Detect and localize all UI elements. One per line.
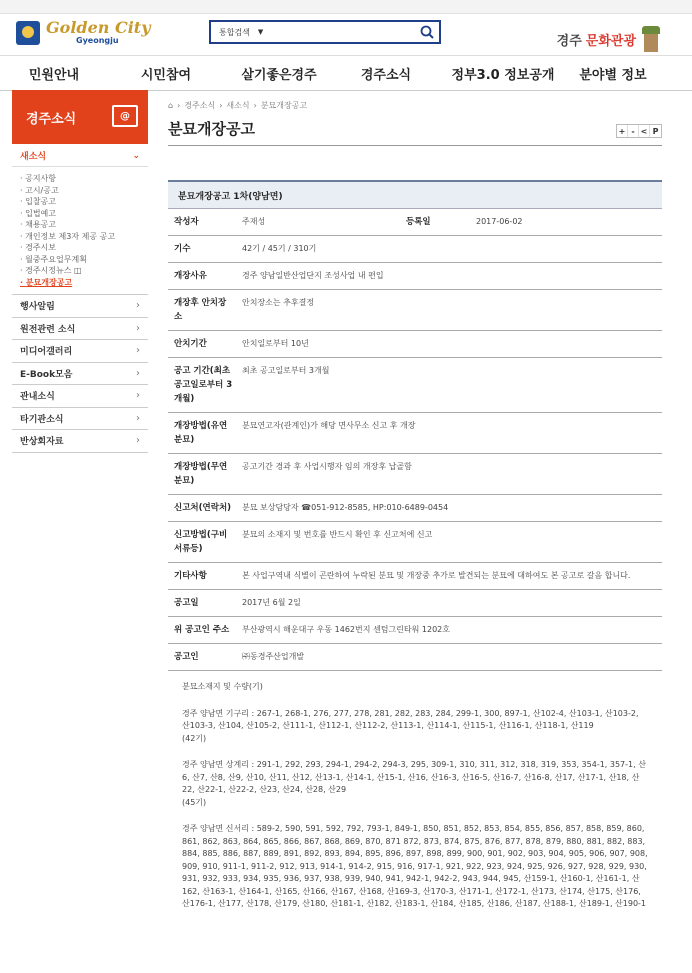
chevron-right-icon: › <box>136 322 140 334</box>
chevron-right-icon: › <box>136 300 140 312</box>
site-logo[interactable] <box>16 20 150 45</box>
sub-item-notice[interactable]: · 공지사항 <box>20 174 57 183</box>
table-row: 위 공고인 주소 부산광역시 해운대구 우동 1462번지 센텀그린타워 1202호 <box>168 617 662 644</box>
brand-prefix: 경주 <box>556 33 582 49</box>
table-row: 안치기간 안치일로부터 10년 <box>168 331 662 358</box>
search-scope-label: 통합검색 <box>219 27 250 37</box>
body-heading: 분묘소재지 및 수량(기) <box>182 682 263 691</box>
date-label: 등록일 <box>406 217 431 227</box>
breadcrumb: ⌂ › 경주소식 › 새소식 › 분묘개장공고 <box>168 100 308 110</box>
sub-item-bulletin[interactable]: · 경주시보 <box>20 243 57 252</box>
table-row: 개장사유 경주 양남일반산업단지 조성사업 내 편입 <box>168 263 662 290</box>
table-row: 신고방법(구비서류등) 분묘의 소재지 및 번호를 반드시 확인 후 신고처에 신고 <box>168 522 662 563</box>
gnb-item-news[interactable]: 경주소식 <box>360 67 412 83</box>
chevron-right-icon: › <box>136 412 140 424</box>
main-navigation <box>0 56 692 91</box>
zoom-out-icon[interactable]: - <box>628 125 639 137</box>
sidebar-section-header[interactable] <box>12 145 148 167</box>
caret-down-icon: ▼ <box>257 28 264 36</box>
home-icon[interactable]: ⌂ <box>168 100 174 110</box>
table-row: 신고처(연락처) 분묘 보상담당자 ☎051-912-8585, HP:010-6489-0454 <box>168 495 662 522</box>
sidebar-title-box <box>12 90 148 144</box>
sidebar-item-events[interactable]: 행사알림 › <box>12 295 148 318</box>
gnb-item-living[interactable]: 살기좋은경주 <box>241 67 317 83</box>
culture-tourism-link[interactable] <box>557 26 662 52</box>
chevron-down-icon: ⌄ <box>132 150 140 161</box>
page-title: 분묘개장공고 <box>168 120 255 138</box>
table-row: 개장방법(유연분묘) 분묘연고자(관계인)가 해당 면사무소 신고 후 개장 <box>168 413 662 454</box>
monitor-icon: @ <box>112 105 138 127</box>
table-row: 기타사항 본 사업구역내 식별이 곤란하여 누락된 분묘 및 개장중 추가로 발견되는 분묘에 대하여도 본 공고로 갈음 합니다. <box>168 563 662 590</box>
site-header <box>0 14 692 56</box>
breadcrumb-item[interactable]: 경주소식 <box>184 100 216 110</box>
body-paragraph: 경주 양남면 기구리 : 267-1, 268-1, 276, 277, 278, 281, 282, 283, 284, 299-1, 300, 897-1, 산102-4, 산103-1, 산103-2, 산103-3, 산104, 산105-2, 산111-1, 산112-1, 산112-2, 산113-1, 산114-1, 산115-1, 산116-1, 산118-1, 산119 (42기) <box>182 708 639 743</box>
share-icon[interactable]: < <box>639 125 650 137</box>
sub-item-bid[interactable]: · 입찰공고 <box>20 197 57 206</box>
sidebar-item-media[interactable]: 미디어갤러리 › <box>12 340 148 363</box>
gnb-item-gov30[interactable]: 정부3.0 정보공개 <box>451 67 555 83</box>
page-tools <box>616 124 662 138</box>
gnb-item-field-info[interactable]: 분야별 정보 <box>579 67 647 83</box>
search-icon <box>420 25 434 39</box>
table-row: 개장방법(무연분묘) 공고기간 경과 후 사업시행자 임의 개장후 납골함 <box>168 454 662 495</box>
post-body <box>168 671 662 935</box>
sidebar-section-label: 새소식 <box>20 152 47 162</box>
table-row: 개장후 안치장소 안치장소는 추후결정 <box>168 290 662 331</box>
sidebar-sub-list <box>12 167 148 295</box>
logo-sub: Gyeongju <box>76 36 119 45</box>
sub-item-recruit[interactable]: · 채용공고 <box>20 220 57 229</box>
sub-item-grave-relocation[interactable]: · 분묘개장공고 <box>20 277 73 287</box>
sub-item-city-news[interactable]: · 경주시정뉴스 ◫ <box>20 266 82 275</box>
author-value: 주재성 <box>242 217 266 226</box>
breadcrumb-item[interactable]: 새소식 <box>226 100 250 110</box>
body-paragraph: 경주 양남면 상계리 : 291-1, 292, 293, 294-1, 294-2, 294-3, 295, 309-1, 310, 311, 312, 318, 319, 353, 354-1, 357-1, 산6, 산7, 산8, 산9, 산10, 산11, 산12, 산13-1, 산14-1, 산15-1, 산16, 산16-3, 산16-5, 산16-7, 산16-8, 산17, 산17-1, 산18, 산22, 산22-1, 산22-2, 산23, 산24, 산28, 산29 (45기) <box>182 760 646 807</box>
chevron-right-icon: › <box>136 390 140 402</box>
author-label: 작성자 <box>174 217 199 227</box>
gnb-item-participation[interactable]: 시민참여 <box>140 67 192 83</box>
sub-item-privacy[interactable]: · 개인정보 제3자 제공 공고 <box>20 231 116 241</box>
left-sidebar <box>12 90 148 453</box>
chevron-right-icon: › <box>136 345 140 357</box>
chevron-right-icon: › <box>136 435 140 447</box>
body-paragraph: 경주 양남면 신서리 : 589-2, 590, 591, 592, 792, 793-1, 849-1, 850, 851, 852, 853, 854, 855, 856, 857, 858, 859, 860, 861, 862, 863, 864, 865, 866, 867, 868, 869, 870, 871 872, 873, 874, 875, 876, 877, 878, 879, 880, 881, 882, 883, 884, 885, 886, 887, 889, 891, 892, 893, 894, 895, 896, 897, 898, 899, 900, 901, 902, 903, 904, 905, 906, 907, 908, 909, 910, 911-1, 911-2, 912, 913, 914-1, 914-2, 915, 916, 917-1, 921, 922, 923, 924, 925, 926, 927, 928, 929, 930, 931, 932, 933, 934, 935, 936, 937, 938, 939, 940, 941, 942-1, 942-2, 943, 944, 945, 산159-1, 산160-1, 산161-1, 산162, 산163-1, 산164-1, 산165, 산166, 산167, 산168, 산169-3, 산170-3, 산171-1, 산172-1, 산173, 산174, 산175, 산176, 산176-1, 산177, 산178, 산179, 산180, 산181-1, 산182, 산183-1, 산184, 산185, 산186, 산187, 산188-1, 산189-1, 산190-1 <box>182 824 648 908</box>
sidebar-item-other-agency[interactable]: 타기관소식 › <box>12 408 148 431</box>
breadcrumb-item[interactable]: 분묘개장공고 <box>260 100 308 110</box>
search-button[interactable] <box>415 22 439 42</box>
logo-name: Golden City <box>46 18 151 37</box>
table-row: 공고일 2017년 6월 2일 <box>168 590 662 617</box>
sidebar-item-meeting[interactable]: 반상회자료 › <box>12 430 148 453</box>
post-meta-row <box>168 209 662 236</box>
table-row: 공고 기간(최초 공고일로부터 3개월) 최초 공고일로부터 3개월 <box>168 358 662 413</box>
post-view <box>168 180 662 935</box>
search-box <box>209 20 441 44</box>
top-strip <box>0 0 692 14</box>
sidebar-item-local[interactable]: 관내소식 › <box>12 385 148 408</box>
table-row: 기수 42기 / 45기 / 310기 <box>168 236 662 263</box>
search-scope-select[interactable] <box>211 27 273 38</box>
search-input[interactable] <box>273 23 415 41</box>
sidebar-item-nuclear[interactable]: 원전관련 소식 › <box>12 318 148 341</box>
pagoda-icon <box>640 26 662 52</box>
sub-item-monthly-plan[interactable]: · 월중주요업무계획 <box>20 254 87 264</box>
date-value: 2017-06-02 <box>476 217 523 226</box>
table-row: 공고인 ㈜동경주산업개발 <box>168 644 662 671</box>
post-title: 분묘개장공고 1차(양남면) <box>168 182 662 209</box>
external-link-icon: ◫ <box>74 266 82 275</box>
city-emblem-icon <box>16 21 40 45</box>
zoom-in-icon[interactable]: + <box>617 125 628 137</box>
print-icon[interactable]: P <box>652 126 659 136</box>
sidebar-item-ebook[interactable]: E-Book모음 › <box>12 363 148 386</box>
sidebar-title: 경주소식 <box>26 111 77 127</box>
brand-accent: 문화관광 <box>585 33 636 49</box>
main-content <box>168 98 662 935</box>
chevron-right-icon: › <box>136 367 140 379</box>
gnb-item-civil[interactable]: 민원안내 <box>28 67 80 83</box>
sub-item-legislation[interactable]: · 입법예고 <box>20 208 57 218</box>
sub-item-announcement[interactable]: · 고시/공고 <box>20 185 59 195</box>
